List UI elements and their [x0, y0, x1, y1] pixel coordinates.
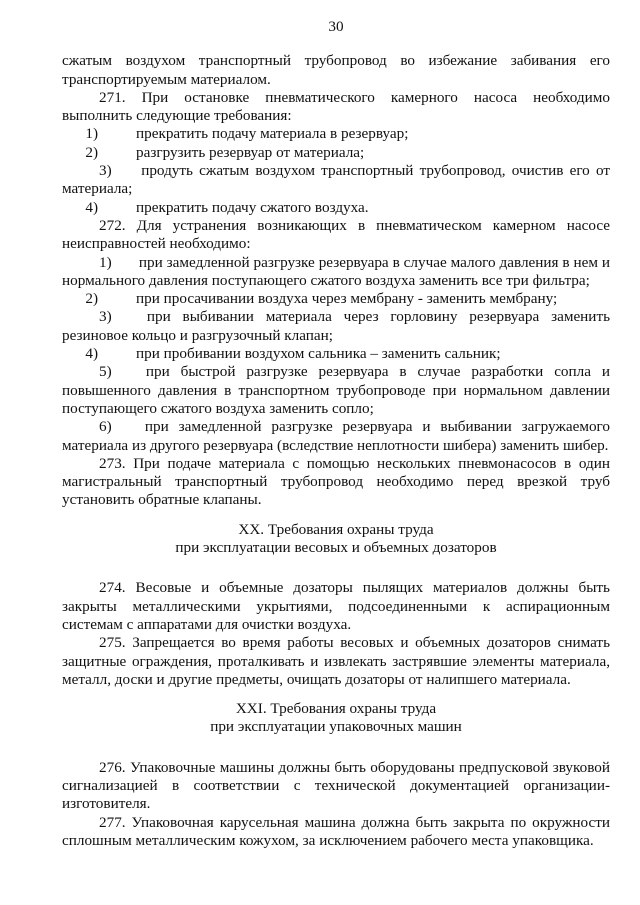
list-item-text: при быстрой разгрузке резервуара в случае разработки сопла и повышенного давления в транспортном трубопроводе при нормальном давлении поступающего сжатого воздуха заменить сопло;	[62, 363, 610, 417]
list-item	[62, 345, 610, 363]
paragraph-continuation: сжатым воздухом транспортный трубопровод во избежание забивания его транспортируемым материалом.	[62, 52, 610, 88]
section-subtitle: при эксплуатации весовых и объемных дозаторов	[175, 539, 497, 557]
paragraph-272: 272. Для устранения возникающих в пневматическом камерном насосе неисправностей необходимо:	[62, 216, 610, 253]
page-number: 30	[328, 18, 344, 35]
list-item-text: прекратить подачу материала в резервуар;	[136, 125, 409, 143]
list-item-number: 6)	[99, 418, 112, 436]
section-subtitle: при эксплуатации упаковочных машин	[210, 718, 462, 736]
paragraph-271: 271. При остановке пневматического камерного насоса необходимо выполнить следующие требования:	[62, 88, 610, 125]
paragraph-276: 276. Упаковочные машины должны быть оборудованы предпусковой звуковой сигнализацией в соответствии с технической документацией организации-изготовителя.	[62, 758, 610, 813]
list-item	[62, 363, 610, 418]
section-heading-xx	[62, 521, 610, 558]
paragraph-275: 275. Запрещается во время работы весовых и объемных дозаторов снимать защитные ограждения, проталкивать и извлекать застрявшие элементы материала, металл, доски и другие предметы, очищать дозаторы от налипшего материала.	[62, 634, 610, 688]
list-item-number: 1)	[85, 125, 98, 143]
list-item	[62, 199, 610, 217]
list-item-number: 5)	[99, 363, 112, 381]
list-item-text: продуть сжатым воздухом транспортный трубопровод, очистив его от материала;	[62, 162, 610, 198]
list-item-number: 2)	[85, 143, 98, 161]
list-item-text: при пробивании воздухом сальника – заменить сальник;	[136, 345, 501, 363]
list-item	[62, 125, 610, 143]
list-item	[62, 290, 610, 308]
list-item-number: 2)	[85, 290, 98, 308]
list-item-number: 4)	[85, 198, 98, 216]
paragraph-274: 274. Весовые и объемные дозаторы пылящих материалов должны быть закрыты металлическими укрытиями, подсоединенными к аспирационным системам с аппаратами для очистки воздуха.	[62, 579, 610, 633]
section-title: XX. Требования охраны труда	[238, 520, 434, 538]
list-item-text: при замедленной разгрузке резервуара и выбивании загружаемого материала из другого резервуара (вследствие неплотности шибера) заменить шибер.	[62, 418, 610, 454]
list-item-number: 3)	[99, 162, 112, 180]
list-item-text: при выбивании материала через горловину резервуара заменить резиновое кольцо и разгрузочный клапан;	[62, 308, 611, 344]
paragraph-277: 277. Упаковочная карусельная машина должна быть закрыта по окружности сплошным металлическим кожухом, за исключением рабочего места упаковщика.	[62, 813, 610, 849]
list-item-number: 3)	[99, 308, 112, 326]
list-item-number: 1)	[99, 253, 112, 271]
list-item	[62, 144, 610, 162]
list-item	[62, 308, 610, 345]
list-item	[62, 418, 610, 455]
list-item-text: при просачивании воздуха через мембрану - заменить мембрану;	[136, 290, 558, 308]
list-item-number: 4)	[85, 345, 98, 363]
paragraph-273: 273. При подаче материала с помощью нескольких пневмонасосов в один магистральный транспортный трубопровод необходимо перед врезкой труб установить обратные клапаны.	[62, 454, 610, 509]
list-item-text: разгрузить резервуар от материала;	[136, 143, 365, 161]
section-title: XXI. Требования охраны труда	[235, 700, 437, 718]
list-item	[62, 254, 610, 291]
list-item	[62, 162, 610, 199]
list-item-text: при замедленной разгрузке резервуара в случае малого давления в нем и нормального давления поступающего сжатого воздуха заменить все три фильтра;	[62, 253, 611, 289]
section-heading-xxi	[62, 700, 610, 737]
list-item-text: прекратить подачу сжатого воздуха.	[136, 198, 369, 216]
